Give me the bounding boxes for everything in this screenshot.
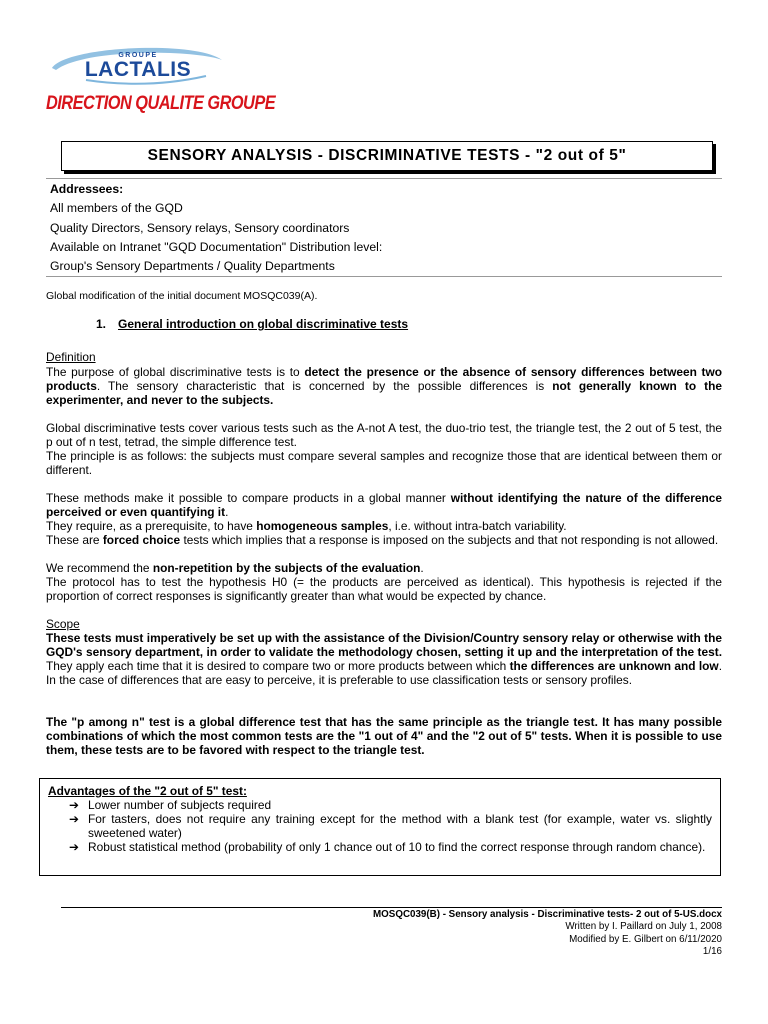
scope-heading: Scope [46,617,80,631]
arrow-bullet-icon: ➔ [69,840,79,854]
footer [373,909,722,958]
addressee-line: Group's Sensory Departments / Quality Departments [50,259,335,274]
page-number: 1/16 [702,945,722,957]
footer-doc-ref: MOSQC039(B) - Sensory analysis - Discriminative tests- 2 out of 5-US.docx [373,909,722,920]
advantage-item: ➔ For tasters, does not require any training except for the method with a blank test (for example, water vs. slightly sweetened water) [48,812,712,840]
advantage-item: ➔ Lower number of subjects required [48,798,712,812]
definition-paragraph: The purpose of global discriminative tests is to detect the presence or the absence of sensory differences between two products. The sensory characteristic that is concerned by the possible differences is not generally known to the experimenter, and never to the subjects. [46,365,723,407]
footer-modified-by: Modified by E. Gilbert on 6/11/2020 [569,933,722,945]
definition-paragraph: These are forced choice tests which implies that a response is imposed on the subjects and that not responding is not allowed. [46,533,719,547]
definition-paragraph: They require, as a prerequisite, to have homogeneous samples, i.e. without intra-batch variability. [46,519,567,533]
addressee-line: All members of the GQD [50,201,183,216]
scope-paragraph: These tests must imperatively be set up with the assistance of the Division/Country sensory relay or otherwise with the GQD's sensory department, in order to validate the methodology chosen, setting it up and the interpretation of the test. They apply each time that it is desired to compare two or more products between which the differences are unknown and low. In the case of differences that are easy to perceive, it is preferable to use classification tests or sensory profiles. [46,631,722,687]
footer-written-by: Written by I. Paillard on July 1, 2008 [565,921,722,933]
document-title: SENSORY ANALYSIS - DISCRIMINATIVE TESTS - "2 out of 5" [147,147,627,164]
definition-paragraph: These methods make it possible to compare products in a global manner without identifying the nature of the difference perceived or even quantifying it. [46,491,722,519]
section-number: 1. [96,317,107,331]
definition-paragraph: We recommend the non-repetition by the subjects of the evaluation. [46,561,424,575]
modification-note: Global modification of the initial document MOSQC039(A). [46,290,318,302]
lactalis-logo [46,44,228,86]
addressee-line: Available on Intranet "GQD Documentation" Distribution level: [50,239,383,254]
advantage-item: ➔ Robust statistical method (probability of only 1 chance out of 10 to find the correct response through random chance). [48,840,712,854]
definition-heading: Definition [46,350,96,364]
logo-group-label: GROUPE [118,52,158,59]
advantages-box [39,778,721,876]
addressee-line: Quality Directors, Sensory relays, Sensory coordinators [50,220,350,235]
definition-paragraph: Global discriminative tests cover various tests such as the A-not A test, the duo-trio test, the triangle test, the 2 out of 5 test, the p out of n test, tetrad, the simple difference test. [46,421,722,449]
divider [46,276,722,277]
logo-brand: LACTALIS [84,58,192,81]
document-title-box [61,141,713,171]
department-heading: DIRECTION QUALITE GROUPE [46,93,276,114]
definition-paragraph: The protocol has to test the hypothesis H0 (= the products are perceived as identical). This hypothesis is rejected if the proportion of correct responses is significantly greater than what would be expected by chance. [46,575,722,603]
advantages-heading: Advantages of the "2 out of 5" test: [48,784,247,798]
addressees-block [46,178,722,277]
footer-divider [61,907,722,908]
definition-paragraph: The principle is as follows: the subjects must compare several samples and recognize those that are identical between them or different. [46,449,722,477]
arrow-bullet-icon: ➔ [69,812,79,826]
addressees-label: Addressees: [50,182,124,196]
scope-paragraph: The "p among n" test is a global difference test that has the same principle as the triangle test. It has many possible combinations of which the most common tests are the "1 out of 4" and the "2 out of 5" tests. When it is possible to use them, these tests are to be favored with respect to the triangle test. [46,715,722,757]
section-heading [96,317,408,331]
arrow-bullet-icon: ➔ [69,798,79,812]
section-title: General introduction on global discriminative tests [118,317,409,331]
